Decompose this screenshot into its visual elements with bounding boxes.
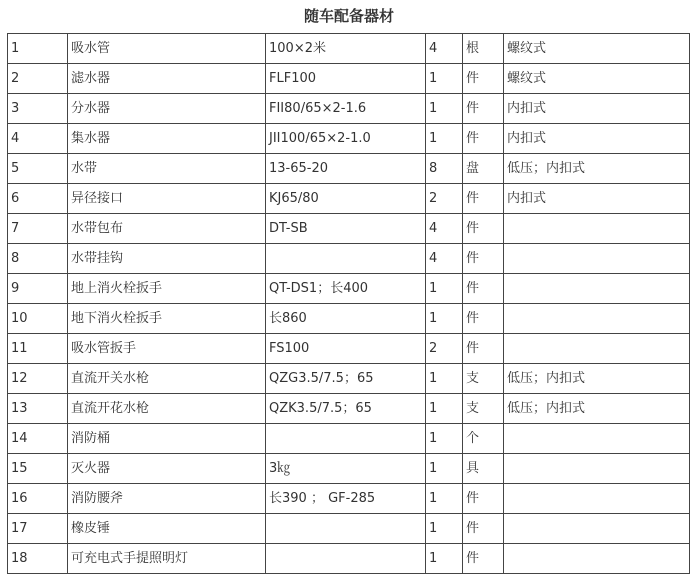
cell-unit: 个	[463, 424, 504, 454]
cell-quantity: 1	[426, 124, 463, 154]
cell-spec: FS100	[266, 334, 426, 364]
table-row	[8, 454, 690, 484]
cell-index: 10	[8, 304, 68, 334]
cell-quantity: 8	[426, 154, 463, 184]
cell-spec	[266, 514, 426, 544]
cell-index: 1	[8, 34, 68, 64]
cell-name: 直流开关水枪	[68, 364, 266, 394]
cell-note	[504, 304, 690, 334]
cell-spec: FLF100	[266, 64, 426, 94]
cell-note	[504, 484, 690, 514]
cell-quantity: 4	[426, 244, 463, 274]
cell-note	[504, 274, 690, 304]
cell-note	[504, 454, 690, 484]
cell-spec	[266, 244, 426, 274]
equipment-table-body	[8, 34, 690, 574]
table-row	[8, 544, 690, 574]
cell-unit: 件	[463, 274, 504, 304]
cell-quantity: 2	[426, 184, 463, 214]
cell-spec	[266, 544, 426, 574]
cell-note: 螺纹式	[504, 34, 690, 64]
cell-note	[504, 514, 690, 544]
cell-quantity: 1	[426, 424, 463, 454]
cell-spec: QZK3.5/7.5；65	[266, 394, 426, 424]
table-row	[8, 124, 690, 154]
table-row	[8, 484, 690, 514]
cell-spec: 100×2米	[266, 34, 426, 64]
table-title: 随车配备器材	[303, 7, 394, 25]
cell-name: 水带包布	[68, 214, 266, 244]
cell-note	[504, 214, 690, 244]
cell-spec: QZG3.5/7.5；65	[266, 364, 426, 394]
cell-unit: 具	[463, 454, 504, 484]
cell-unit: 根	[463, 34, 504, 64]
cell-index: 15	[8, 454, 68, 484]
table-row	[8, 514, 690, 544]
cell-note: 内扣式	[504, 94, 690, 124]
cell-unit: 件	[463, 514, 504, 544]
cell-quantity: 4	[426, 214, 463, 244]
cell-name: 水带挂钩	[68, 244, 266, 274]
cell-quantity: 1	[426, 544, 463, 574]
cell-quantity: 1	[426, 304, 463, 334]
cell-name: 水带	[68, 154, 266, 184]
table-row	[8, 334, 690, 364]
cell-spec: 长860	[266, 304, 426, 334]
cell-unit: 件	[463, 184, 504, 214]
cell-spec: DT-SB	[266, 214, 426, 244]
table-row	[8, 364, 690, 394]
cell-index: 7	[8, 214, 68, 244]
cell-note: 低压；内扣式	[504, 154, 690, 184]
cell-unit: 件	[463, 334, 504, 364]
cell-name: 集水器	[68, 124, 266, 154]
cell-name: 消防腰斧	[68, 484, 266, 514]
equipment-table	[7, 33, 690, 574]
table-row	[8, 34, 690, 64]
table-row	[8, 214, 690, 244]
cell-unit: 件	[463, 244, 504, 274]
cell-index: 8	[8, 244, 68, 274]
table-row	[8, 184, 690, 214]
cell-name: 直流开花水枪	[68, 394, 266, 424]
cell-name: 消防桶	[68, 424, 266, 454]
cell-spec: FII80/65×2-1.6	[266, 94, 426, 124]
cell-name: 吸水管扳手	[68, 334, 266, 364]
cell-note: 内扣式	[504, 124, 690, 154]
cell-index: 6	[8, 184, 68, 214]
cell-name: 异径接口	[68, 184, 266, 214]
cell-index: 2	[8, 64, 68, 94]
cell-spec: JII100/65×2-1.0	[266, 124, 426, 154]
cell-unit: 支	[463, 364, 504, 394]
table-row	[8, 424, 690, 454]
cell-unit: 件	[463, 214, 504, 244]
cell-unit: 件	[463, 484, 504, 514]
cell-unit: 件	[463, 124, 504, 154]
cell-quantity: 4	[426, 34, 463, 64]
table-row	[8, 94, 690, 124]
cell-index: 12	[8, 364, 68, 394]
table-row	[8, 274, 690, 304]
cell-unit: 件	[463, 64, 504, 94]
cell-quantity: 2	[426, 334, 463, 364]
cell-index: 14	[8, 424, 68, 454]
cell-spec	[266, 424, 426, 454]
table-row	[8, 304, 690, 334]
cell-index: 5	[8, 154, 68, 184]
cell-spec: 3㎏	[266, 454, 426, 484]
cell-note	[504, 544, 690, 574]
cell-quantity: 1	[426, 64, 463, 94]
cell-index: 18	[8, 544, 68, 574]
cell-note: 低压；内扣式	[504, 364, 690, 394]
table-row	[8, 244, 690, 274]
cell-note: 螺纹式	[504, 64, 690, 94]
cell-note: 内扣式	[504, 184, 690, 214]
cell-name: 地下消火栓扳手	[68, 304, 266, 334]
cell-unit: 支	[463, 394, 504, 424]
cell-index: 16	[8, 484, 68, 514]
cell-unit: 件	[463, 544, 504, 574]
cell-name: 吸水管	[68, 34, 266, 64]
cell-spec: 长390 ； GF-285	[266, 484, 426, 514]
table-row	[8, 64, 690, 94]
cell-quantity: 1	[426, 394, 463, 424]
cell-name: 灭火器	[68, 454, 266, 484]
cell-name: 地上消火栓扳手	[68, 274, 266, 304]
cell-index: 3	[8, 94, 68, 124]
cell-spec: KJ65/80	[266, 184, 426, 214]
cell-quantity: 1	[426, 484, 463, 514]
cell-name: 滤水器	[68, 64, 266, 94]
cell-quantity: 1	[426, 514, 463, 544]
cell-index: 9	[8, 274, 68, 304]
cell-name: 分水器	[68, 94, 266, 124]
cell-unit: 盘	[463, 154, 504, 184]
cell-quantity: 1	[426, 274, 463, 304]
cell-spec: QT-DS1；长400	[266, 274, 426, 304]
cell-quantity: 1	[426, 454, 463, 484]
cell-index: 13	[8, 394, 68, 424]
cell-name: 橡皮锤	[68, 514, 266, 544]
cell-quantity: 1	[426, 364, 463, 394]
cell-index: 4	[8, 124, 68, 154]
cell-note	[504, 334, 690, 364]
cell-unit: 件	[463, 304, 504, 334]
cell-spec: 13-65-20	[266, 154, 426, 184]
cell-note	[504, 244, 690, 274]
table-row	[8, 394, 690, 424]
cell-unit: 件	[463, 94, 504, 124]
cell-note	[504, 424, 690, 454]
cell-index: 11	[8, 334, 68, 364]
table-row	[8, 154, 690, 184]
cell-name: 可充电式手提照明灯	[68, 544, 266, 574]
cell-note: 低压；内扣式	[504, 394, 690, 424]
cell-index: 17	[8, 514, 68, 544]
cell-quantity: 1	[426, 94, 463, 124]
